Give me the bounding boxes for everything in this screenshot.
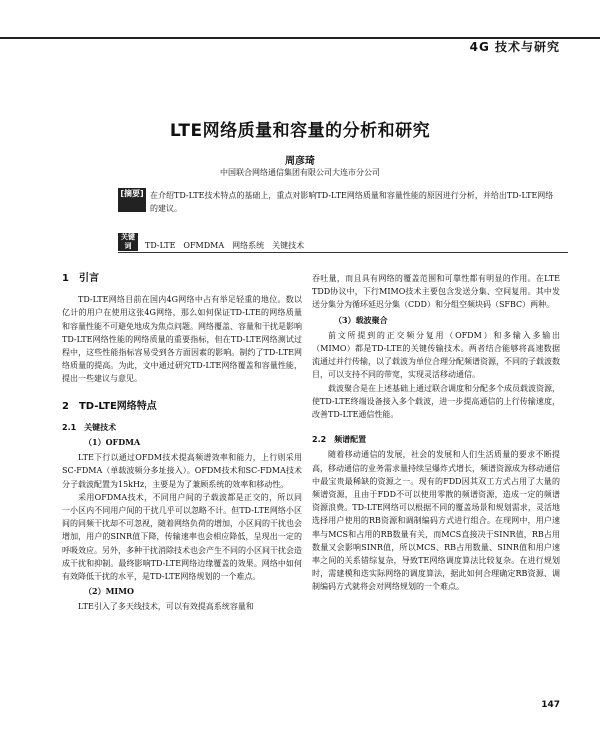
ofdma-heading: （1）OFDMA (84, 437, 141, 448)
ofdma-paragraph-1: LTE下行以通过OFDM技术提高频谱效率和能力，上行则采用SC-FDMA（单载波频分多址接入）。OFDM技术和SC-FDMA技术分子载波配置为15kHz，主要是为了兼顾系统的效率和移动性。 (62, 453, 302, 489)
section-2-heading: 2 TD-LTE网络特点 (62, 400, 157, 412)
author: 周彦琦 (285, 156, 315, 167)
abstract-text: 在介绍TD-LTE技术特点的基础上，重点对影响TD-LTE网络质量和容量性能的原因进行分析，并给出TD-LTE网络的建议。 (150, 191, 554, 213)
carrier-aggregation-paragraph-2: 载波聚合是在上述基础上通过联合调度和分配多个成员载波资源，使TD-LTE终端设备接入多个载波，进一步提高通信的上行传输速度，改善TD-LTE通信性能。 (312, 383, 560, 420)
journal-header-title: 4G 技术与研究 (469, 40, 560, 54)
page-number: 147 (541, 700, 560, 710)
right-column (312, 272, 560, 594)
ofdma-paragraph-2: 采用OFDMA技术，不同用户间的子载波都是正交的，所以同一小区内不同用户间的干扰几乎可以忽略不计。但TD-LTE网络小区间的同频干扰却不可忽视，随着网络负荷的增加，小区间的干扰也会增加，用户的SINR值下降，传输速率也会相应降低，呈现出一定的呼吸效应。另外，多种干扰消除技术也会产生不同的小区间干扰会造成干扰和抑制。最终影响TD-LTE网络边缘覆盖的效果。网络中如何有效降低干扰的水平，是TD-LTE网络规划的一个难点。 (62, 492, 302, 582)
paper-title: LTE网络质量和容量的分析和研究 (169, 121, 431, 141)
keywords-rule (118, 252, 568, 253)
keywords-text: TD-LTE OFMDMA 网络系统 关键技术 (145, 241, 305, 250)
header-rule (0, 37, 600, 39)
mimo-paragraph: LTE引入了多天线技术，可以有效提高系统容量和 (78, 602, 254, 612)
journal-header-bar (0, 18, 600, 54)
keywords-label: 关键词 (118, 233, 138, 251)
carrier-aggregation-paragraph-1: 前文所提到的正交频分复用（OFDM）和多输入多输出（MIMO）都是TD-LTE的关键传输技术。两者结合能够将高速数据流通过并行传输，以了载波为单位合理分配频谱资源，不同的子载波数目，可以支持不同的带宽，实现灵活移动通信。 (312, 330, 560, 380)
carrier-aggregation-heading: （3）载波聚合 (334, 314, 388, 325)
affiliation: 中国联合网络通信集团有限公司大连市分公司 (220, 168, 380, 177)
left-column (62, 272, 302, 614)
mimo-continued-paragraph: 吞吐量，而且具有网络的覆盖范围和可靠性都有明显的作用。在LTE TDD协议中，下行MIMO技术主要包含发送分集、空间复用。其中发送分集分为循环延迟分集（CDD）和分组空频块码（SFBC）两种。 (312, 274, 560, 310)
mimo-heading: （2）MIMO (84, 586, 134, 597)
section-2-2-heading: 2.2 频谱配置 (312, 435, 367, 445)
spectrum-paragraph: 随着移动通信的发展，社会的发展和人们生活质量的要求不断提高，移动通信的业务需求量持续呈爆炸式增长，频谱资源成为移动通信中最宝贵最稀缺的资源之一。现有的FDD因其双工方式占用了大量的频谱资源，且由于FDD不可以使用零散的频谱资源，造成一定的频谱资源浪费。TD-LTE网络可以根据不同的覆盖场景和规划需求，灵活地选择用户使用的RB资源和调制编码方式进行组合。在现网中，用户速率与MCS和占用的RB数量有关，而MCS直接决于SINR值，RB占用数量又会影响SINR值，所以MCS、RB占用数量、SINR值和用户速率之间的关系错综复杂，导致TE网络调度算法比较复杂。在进行规划时，需建模和迭实际网络的调度算法，据此如何合理确定RB资源、调制编码方式就将会对网络规划的一个难点。 (312, 450, 560, 592)
section-2-1-heading: 2.1 关键技术 (62, 422, 117, 432)
section-1-paragraph: TD-LTE网络目前在国内4G网络中占有举足轻重的地位。数以亿计的用户在使用这张4G网络，那么如何保证TD-LTE的网络质量和容量性能不可避免地成为焦点问题。网络覆盖、容量和干扰是影响TD-LTE网络性能的网络质量的重要指标，但在TD-LTE网络测试过程中，这些性能指标容易受到各方面因素的影响。制约了TD-LTE网络质量的提高。为此，文中通过研究TD-LTE网络覆盖和容量性能，提出一些建议与意见。 (62, 295, 302, 384)
section-1-heading: 1 引言 (62, 273, 99, 284)
abstract-label: [摘要] (118, 188, 146, 212)
